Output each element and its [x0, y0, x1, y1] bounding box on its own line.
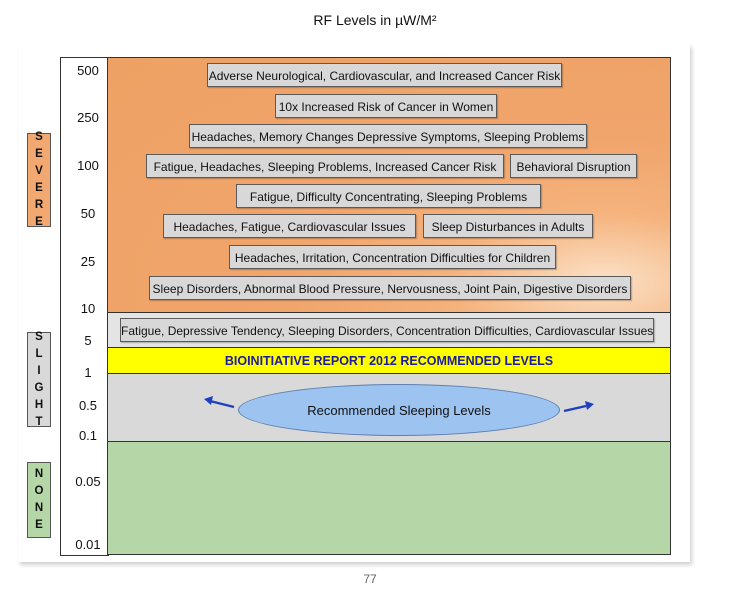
- effect-label: Behavioral Disruption: [510, 154, 637, 178]
- effect-label: Headaches, Fatigue, Cardiovascular Issues: [163, 214, 416, 238]
- effect-label: 10x Increased Risk of Cancer in Women: [275, 94, 497, 118]
- effect-label: Fatigue, Headaches, Sleeping Problems, Increased Cancer Risk: [146, 154, 504, 178]
- tick-label: 0.5: [78, 398, 98, 413]
- tick-label: 0.01: [75, 537, 101, 552]
- severe-side-label: S E V E R E: [27, 133, 51, 227]
- tick-label: 0.05: [75, 474, 101, 489]
- sleeping-levels-label: Recommended Sleeping Levels: [307, 402, 491, 418]
- arrow-right-icon: [558, 396, 598, 418]
- slight-effect-label: Fatigue, Depressive Tendency, Sleeping Disorders, Concentration Difficulties, Cardiovascular Issues: [120, 318, 654, 342]
- page-number: 77: [363, 572, 377, 586]
- effect-label: Headaches, Irritation, Concentration Difficulties for Children: [229, 245, 556, 269]
- none-zone: [107, 441, 671, 555]
- tick-label: 100: [77, 158, 99, 173]
- tick-label: 250: [77, 110, 99, 125]
- tick-label: 500: [77, 63, 99, 78]
- arrow-left-icon: [200, 392, 240, 414]
- effect-label: Sleep Disturbances in Adults: [423, 214, 593, 238]
- effect-label: Headaches, Memory Changes Depressive Symptoms, Sleeping Problems: [189, 124, 587, 148]
- tick-label: 0.1: [78, 428, 98, 443]
- scale-axis: [60, 57, 109, 556]
- tick-label: 10: [80, 301, 96, 316]
- sleeping-levels-ellipse: [238, 384, 560, 436]
- effect-label: Fatigue, Difficulty Concentrating, Sleeping Problems: [236, 184, 541, 208]
- effect-label: Adverse Neurological, Cardiovascular, and Increased Cancer Risk: [207, 63, 562, 87]
- slight-side-label: S L I G H T: [27, 332, 51, 427]
- tick-label: 50: [80, 206, 96, 221]
- tick-label: 25: [80, 254, 96, 269]
- tick-label: 1: [84, 365, 92, 380]
- chart-title: RF Levels in µW/M²: [313, 12, 437, 28]
- effect-label: Sleep Disorders, Abnormal Blood Pressure, Nervousness, Joint Pain, Digestive Disorders: [149, 276, 631, 300]
- bioinitiative-band: BIOINITIATIVE REPORT 2012 RECOMMENDED LEVELS: [107, 347, 671, 374]
- none-side-label: N O N E: [27, 462, 51, 538]
- tick-label: 5: [84, 333, 92, 348]
